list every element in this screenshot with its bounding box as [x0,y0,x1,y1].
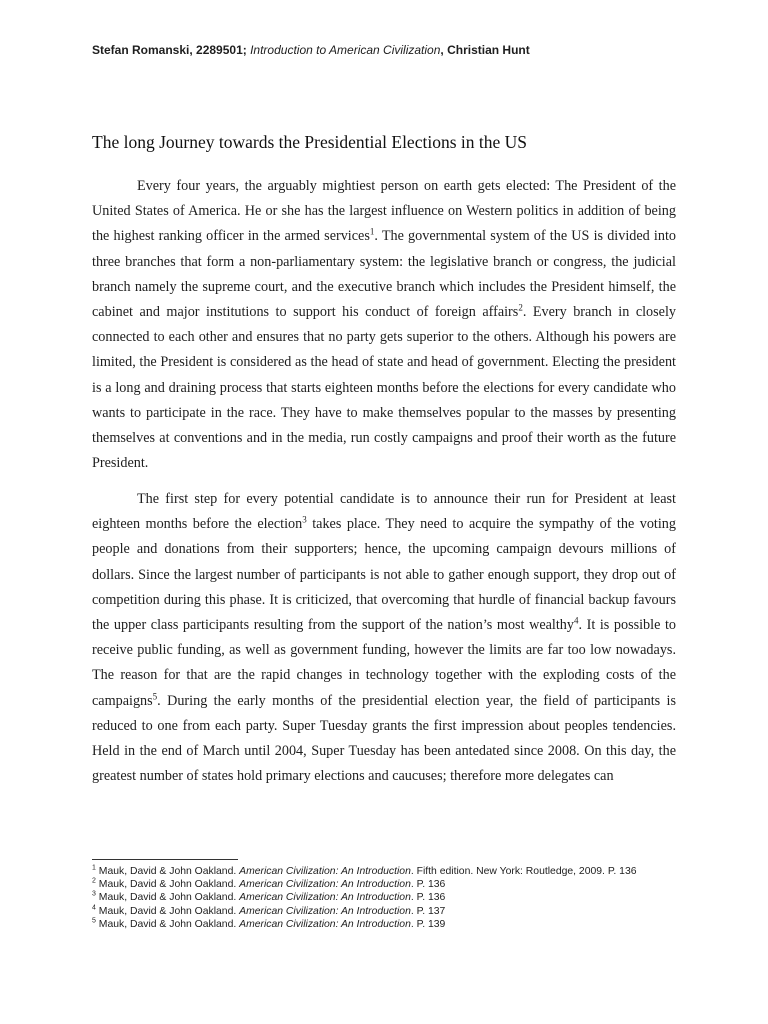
paragraph-2-text-c: . It is possible to receive public funding, as well as government funding, however the limits are far too low nowadays. The reason for that are the rapid changes in technology together with the exploding costs of the campaigns [92,616,676,709]
footnote-details: . P. 136 [410,879,446,891]
footnotes [92,865,692,931]
body-text [92,174,676,789]
paragraph-2-text-b: takes place. They need to acquire the sympathy of the voting people and donations from their supporters; hence, the upcoming campaign devours millions of dollars. Since the largest number of participants is not able to gather enough support, they drop out of competition during this phase. It is criticized, that overcoming that hurdle of financial backup favours the upper class participants resulting from the support of the nation’s most wealthy [92,516,676,633]
footnote-ref-2[interactable]: 2 [518,302,523,313]
paragraph-1-text-a: Every four years, the arguably mightiest person on earth gets elected: The President of the United States of America. He or she has the largest influence on Western politics in addition of being the highest ranking officer in the armed services [92,178,676,245]
footnote-book-title: American Civilization: An Introduction [239,918,411,930]
footnote-1 [92,865,692,878]
footnote-number: 5 [92,917,96,925]
paragraph-2-text-d: . During the early months of the presidential election year, the field of participants is reduced to one from each party. Super Tuesday grants the first impression about peoples tendencies. Held in the end of March until 2004, Super Tuesday has been antedated since 2008. On this day, the greatest number of states hold primary elections and caucuses; therefore more delegates can [92,692,676,785]
footnote-ref-1[interactable]: 1 [369,226,375,237]
paragraph-1-text-c: . Every branch in closely connected to each other and ensures that no party gets superior to the others. Although his powers are limited, the President is considered as the head of state and head of government. Electing the president is a long and draining process that starts eighteen months before the elections for every candidate who wants to participate in the race. They have to make themselves popular to the masses by presenting themselves at conventions and in the media, run costly campaigns and proof their worth as the future President. [92,304,677,472]
paragraph-2-text-a: The first step for every potential candidate is to announce their run for President at least eighteen months before the election [92,490,676,533]
footnote-3 [92,891,692,904]
footnote-2 [92,878,692,891]
header-separator: , [440,43,444,57]
footnote-number: 4 [92,904,96,912]
paragraph-1-text-b: . The governmental system of the US is divided into three branches that form a non-parliamentary system: the legislative branch or congress, the judicial branch namely the supreme court, and the executive branch which includes the President himself, the cabinet and major institutions to support his conduct of foreign affairs [92,228,676,321]
footnote-book-title: American Civilization: An Introduction [239,866,411,877]
page-header [92,43,692,57]
footnote-author: Mauk, David & John Oakland. [95,879,240,891]
header-instructor: Christian Hunt [447,43,530,57]
footnote-ref-4[interactable]: 4 [573,615,579,626]
footnote-author: Mauk, David & John Oakland. [95,918,240,930]
footnote-4 [92,905,692,918]
header-course-title: Introduction to American Civilization [250,43,441,57]
paragraph-2 [92,487,676,789]
footnote-details: . P. 136 [410,892,446,904]
footnote-ref-3[interactable]: 3 [302,514,307,525]
footnote-book-title: American Civilization: An Introduction [239,892,411,904]
header-author-id: Stefan Romanski, 2289501; [92,43,247,57]
footnote-book-title: American Civilization: An Introduction [239,905,411,917]
footnote-book-title: American Civilization: An Introduction [239,879,411,891]
footnote-details: . P. 139 [410,918,446,930]
document-title: The long Journey towards the Presidential Elections in the US [92,132,527,152]
footnote-number: 1 [92,864,96,872]
paragraph-1 [92,174,676,476]
footnote-number: 2 [92,877,96,885]
footnote-number: 3 [92,890,96,898]
footnote-author: Mauk, David & John Oakland. [95,866,240,877]
footnote-5 [92,918,692,931]
footnote-separator [92,859,238,860]
footnote-details: . Fifth edition. New York: Routledge, 2009. P. 136 [410,866,637,877]
footnote-ref-5[interactable]: 5 [152,690,158,701]
footnote-details: . P. 137 [410,905,446,917]
footnote-author: Mauk, David & John Oakland. [95,892,240,904]
footnote-author: Mauk, David & John Oakland. [95,905,240,917]
